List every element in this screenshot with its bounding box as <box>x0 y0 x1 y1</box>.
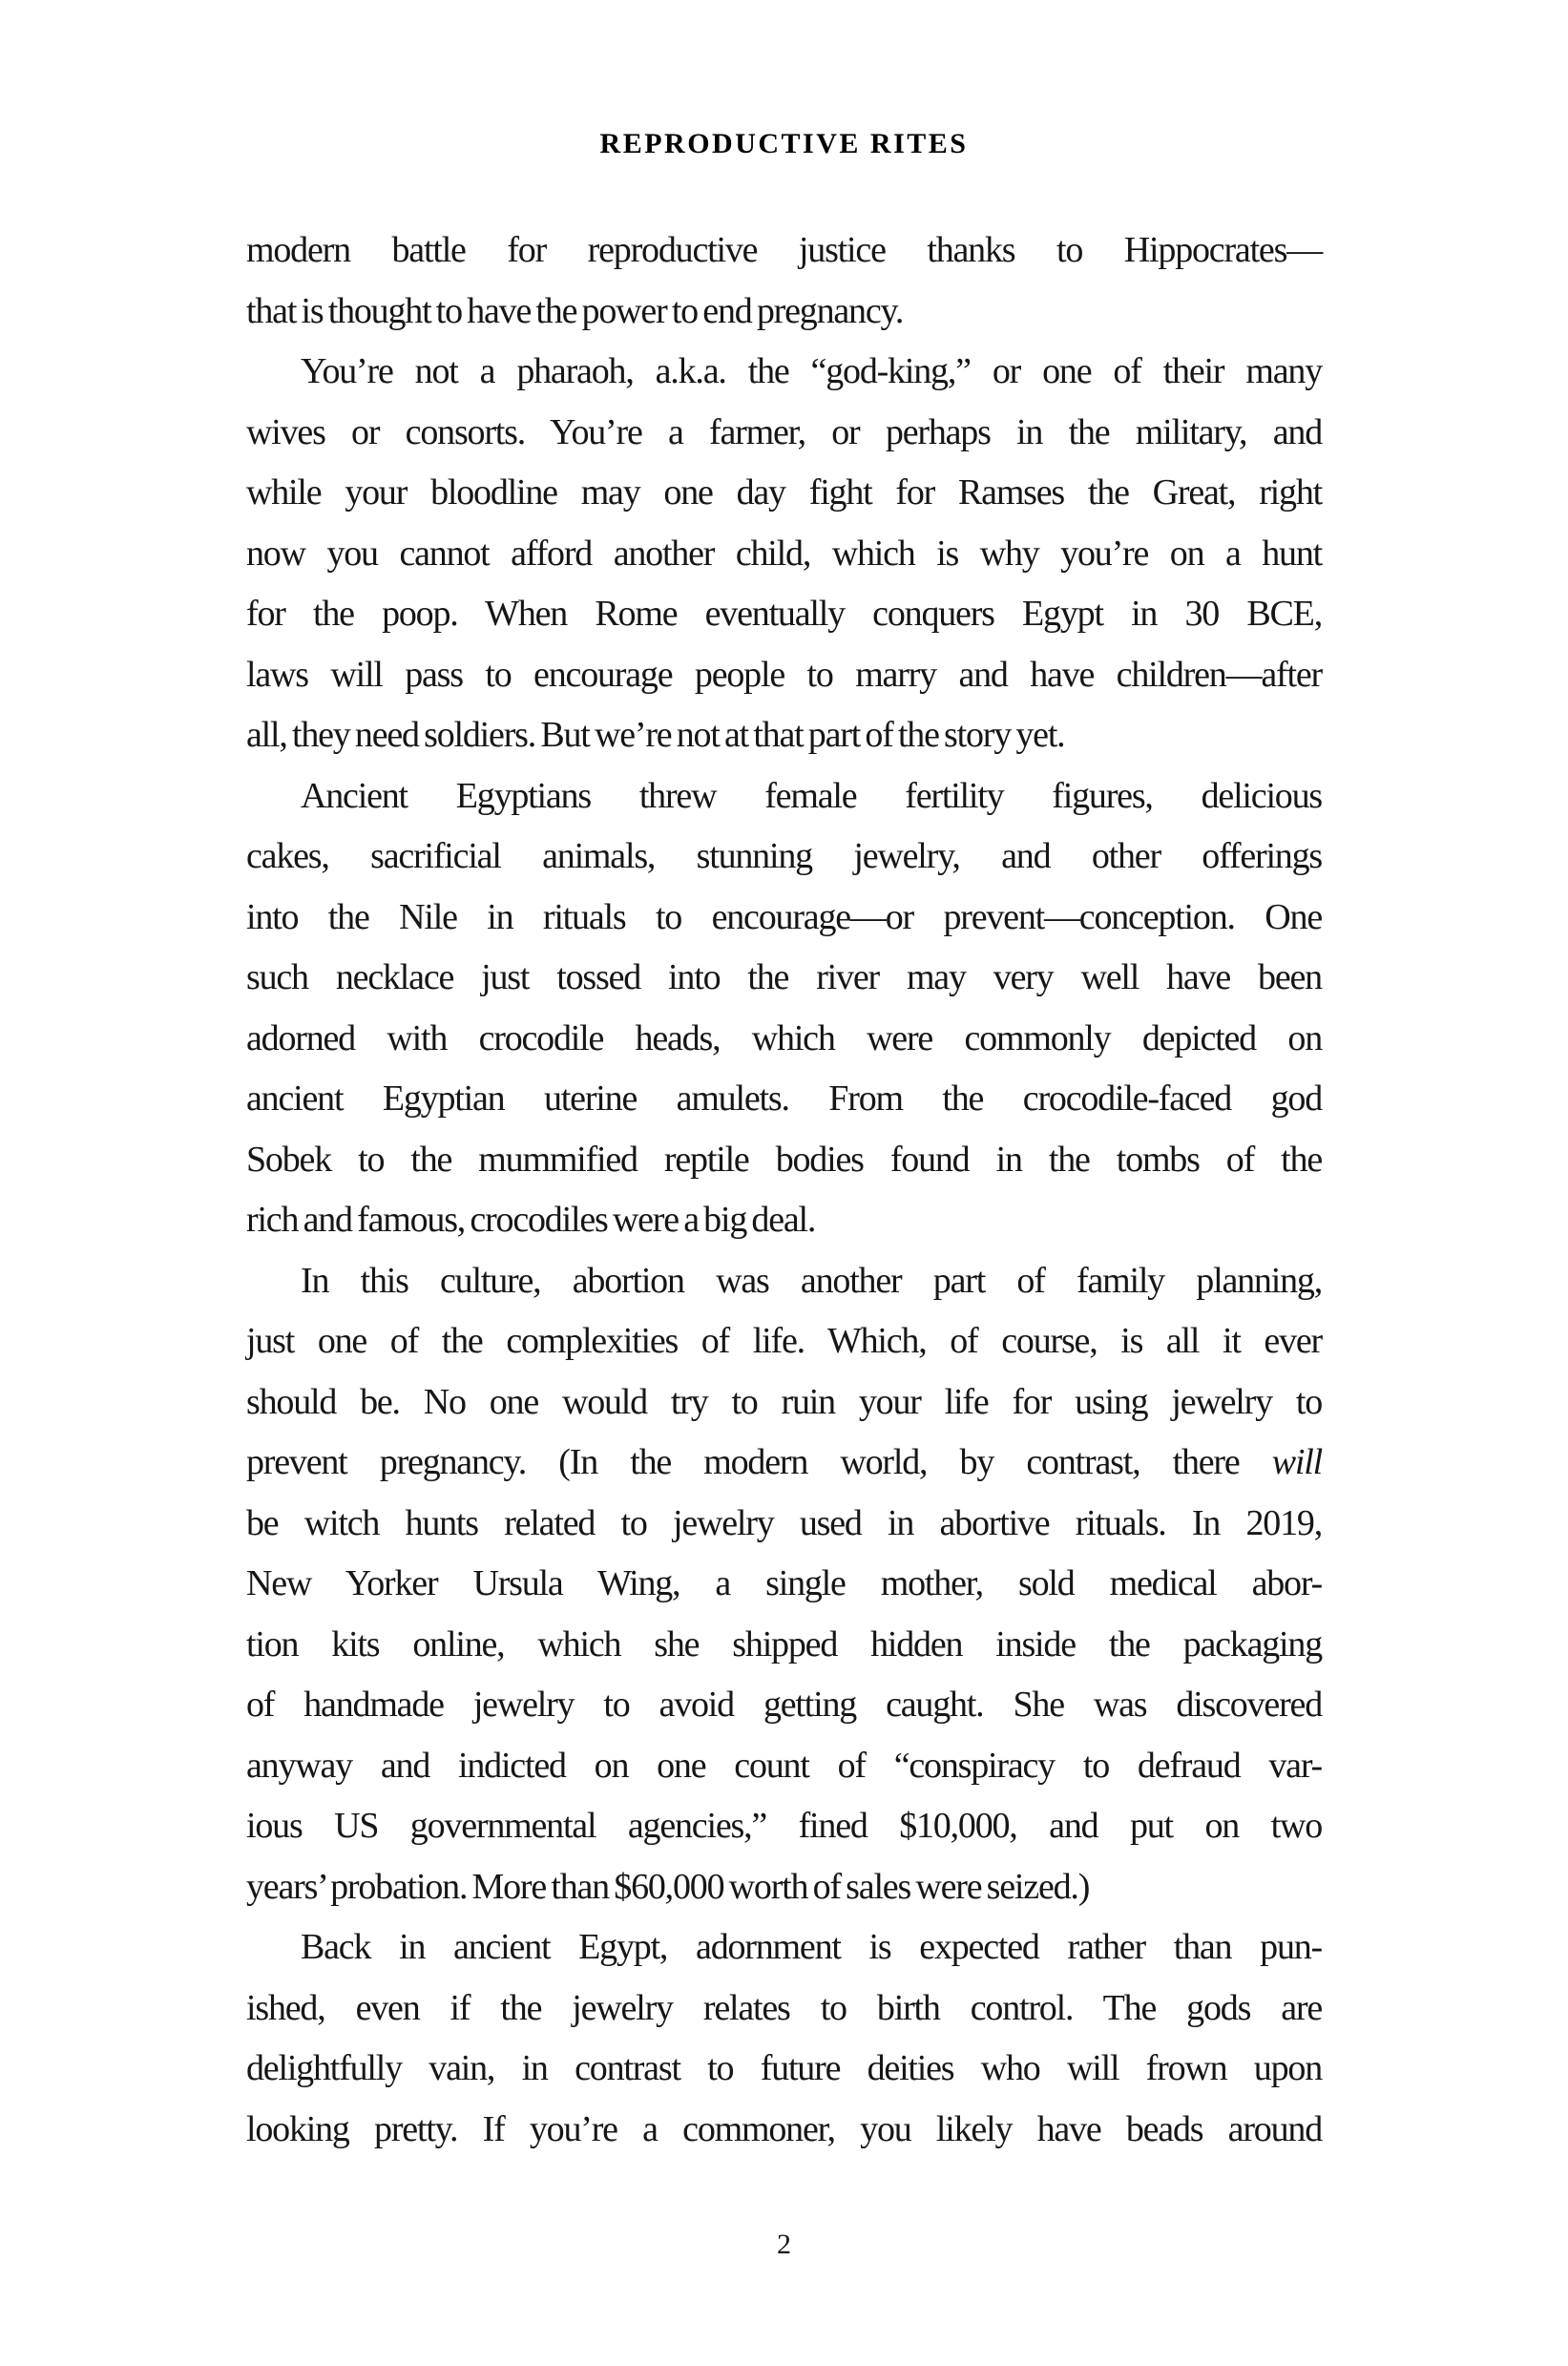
paragraph <box>246 1251 1322 1918</box>
text-line: rich and famous, crocodiles were a big deal. <box>246 1200 816 1240</box>
text-line: that is thought to have the power to end pregnancy. <box>246 290 904 331</box>
text-line: prevent pregnancy. (In the modern world, by contrast, there will <box>246 1442 1322 1482</box>
text-line: Ancient Egyptians threw female fertility figures, delicious <box>301 775 1322 816</box>
text-line: laws will pass to encourage people to marry and have children—after <box>246 654 1322 695</box>
body-text <box>246 220 1322 2160</box>
text-line: just one of the complexities of life. Which, of course, is all it ever <box>246 1321 1322 1361</box>
text-line: such necklace just tossed into the river may very well have been <box>246 957 1322 997</box>
text-line: New Yorker Ursula Wing, a single mother, sold medical abor- <box>246 1563 1322 1603</box>
text-line: now you cannot afford another child, which is why you’re on a hunt <box>246 533 1322 574</box>
page-number: 2 <box>777 2229 791 2260</box>
text-line: ished, even if the jewelry relates to birth control. The gods are <box>246 1987 1322 2028</box>
paragraph <box>246 220 1322 342</box>
paragraph <box>246 766 1322 1251</box>
text-line: Back in ancient Egypt, adornment is expected rather than pun- <box>301 1927 1322 1967</box>
text-line: tion kits online, which she shipped hidden inside the packaging <box>246 1623 1322 1665</box>
text-line: modern battle for reproductive justice thanks to Hippocrates— <box>246 230 1322 270</box>
text-line: ious US governmental agencies,” fined $10,000, and put on two <box>246 1806 1322 1846</box>
paragraph <box>246 342 1322 766</box>
text-line: of handmade jewelry to avoid getting caught. She was discovered <box>246 1685 1322 1725</box>
text-line: while your bloodline may one day fight for Ramses the Great, right <box>246 472 1322 513</box>
text-line: delightfully vain, in contrast to future deities who will frown upon <box>246 2048 1322 2088</box>
text-line: Sobek to the mummified reptile bodies found in the tombs of the <box>246 1139 1322 1180</box>
running-header: REPRODUCTIVE RITES <box>599 128 969 159</box>
text-line: should be. No one would try to ruin your life for using jewelry to <box>246 1381 1322 1422</box>
text-line: ancient Egyptian uterine amulets. From the crocodile-faced god <box>246 1078 1322 1119</box>
text-line: all, they need soldiers. But we’re not at that part of the story yet. <box>246 715 1065 755</box>
text-line: into the Nile in rituals to encourage—or prevent—conception. One <box>246 896 1322 937</box>
text-line: You’re not a pharaoh, a.k.a. the “god-king,” or one of their many <box>301 351 1322 391</box>
text-line: years’ probation. More than $60,000 worth of sales were seized.) <box>246 1866 1090 1907</box>
paragraph <box>246 1917 1322 2160</box>
text-line: looking pretty. If you’re a commoner, you likely have beads around <box>246 2108 1322 2149</box>
text-line: In this culture, abortion was another part of family planning, <box>301 1260 1322 1301</box>
text-line: be witch hunts related to jewelry used in abortive rituals. In 2019, <box>246 1502 1322 1543</box>
text-line: cakes, sacrificial animals, stunning jewelry, and other offerings <box>246 836 1322 876</box>
text-line: adorned with crocodile heads, which were commonly depicted on <box>246 1017 1322 1058</box>
text-line: for the poop. When Rome eventually conquers Egypt in 30 BCE, <box>246 594 1322 634</box>
text-line: anyway and indicted on one count of “conspiracy to defraud var- <box>246 1745 1322 1786</box>
text-line: wives or consorts. You’re a farmer, or perhaps in the military, and <box>246 411 1322 452</box>
